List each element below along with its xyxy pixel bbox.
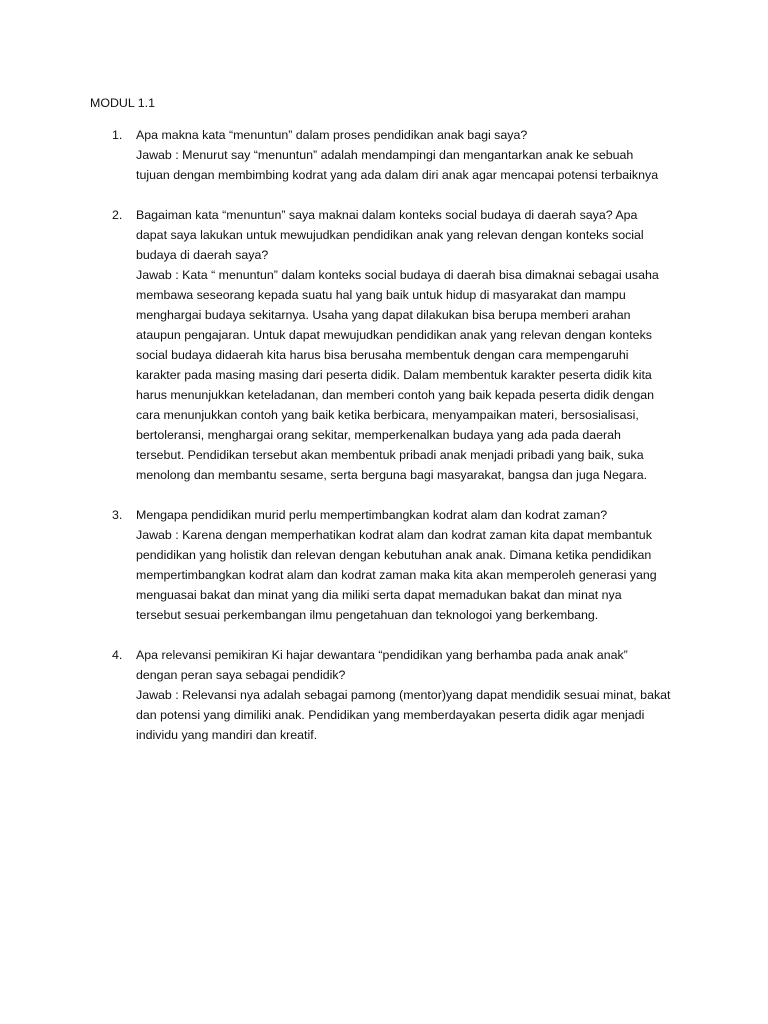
text-line: tersebut sesuai perkembangan ilmu pengetahuan dan teknologoi yang berkembang. [136,608,599,622]
list-item-number: 3. [112,508,123,522]
list-item [90,205,690,485]
list-item [90,125,690,185]
text-line: Bagaiman kata “menuntun” saya maknai dalam konteks social budaya di daerah saya? Apa [136,208,638,222]
text-line: cara menunjukkan contoh yang baik ketika berbicara, menyampaikan materi, bersosialisasi, [136,408,639,422]
list-item-text [136,505,690,625]
list-item-text [136,125,690,185]
list-item-number: 4. [112,648,123,662]
list-item-text [136,205,690,485]
list-item-number: 1. [112,128,123,142]
text-line: Jawab : Karena dengan memperhatikan kodrat alam dan kodrat zaman kita dapat membantuk [136,528,652,542]
text-line: individu yang mandiri dan kreatif. [136,728,318,742]
text-line: social budaya didaerah kita harus bisa berusaha membentuk dengan cara mempengaruhi [136,348,629,362]
list-item [90,645,690,745]
text-line: mempertimbangkan kodrat alam dan kodrat zaman maka kita akan memperoleh generasi yang [136,568,657,582]
list-item-number: 2. [112,208,123,222]
text-line: budaya di daerah saya? [136,248,269,262]
question-list [90,125,690,765]
text-line: Mengapa pendidikan murid perlu mempertimbangkan kodrat alam dan kodrat zaman? [136,508,608,522]
text-line: menghargai budaya sekitarnya. Usaha yang dapat dilakukan bisa berupa memberi arahan [136,308,631,322]
text-line: menolong dan membantu sesame, serta berguna bagi masyarakat, bangsa dan juga Negara. [136,468,648,482]
text-line: dengan peran saya sebagai pendidik? [136,668,346,682]
text-line: menguasai bakat dan minat yang dia miliki serta dapat memadukan bakat dan minat nya [136,588,622,602]
text-line: Apa makna kata “menuntun” dalam proses pendidikan anak bagi saya? [136,128,528,142]
text-line: Jawab : Kata “ menuntun” dalam konteks social budaya di daerah bisa dimaknai sebagai usaha [136,268,659,282]
text-line: Jawab : Relevansi nya adalah sebagai pamong (mentor)yang dapat mendidik sesuai minat, bakat [136,688,671,702]
list-item [90,505,690,625]
text-line: tersebut. Pendidikan tersebut akan membentuk pribadi anak menjadi pribadi yang baik, suka [136,448,644,462]
text-line: Jawab : Menurut say “menuntun” adalah mendampingi dan mengantarkan anak ke sebuah [136,148,634,162]
list-item-text [136,645,690,745]
text-line: dapat saya lakukan untuk mewujudkan pendidikan anak yang relevan dengan konteks social [136,228,644,242]
text-line: pendidikan yang holistik dan relevan dengan kebutuhan anak anak. Dimana ketika pendidikan [136,548,652,562]
text-line: dan potensi yang dimiliki anak. Pendidikan yang memberdayakan peserta didik agar menjadi [136,708,645,722]
document-title: MODUL 1.1 [90,96,155,110]
text-line: ataupun pengajaran. Untuk dapat mewujudkan pendidikan anak yang relevan dengan konteks [136,328,652,342]
text-line: membawa seseorang kepada suatu hal yang baik untuk hidup di masyarakat dan mampu [136,288,626,302]
text-line: Apa relevansi pemikiran Ki hajar dewantara “pendidikan yang berhamba pada anak anak” [136,648,628,662]
text-line: karakter pada masing masing dari peserta didik. Dalam membentuk karakter peserta didik kita [136,368,652,382]
text-line: bertoleransi, menghargai orang sekitar, memperkenalkan budaya yang ada pada daerah [136,428,621,442]
text-line: harus menunjukkan keteladanan, dan memberi contoh yang baik kepada peserta didik dengan [136,388,655,402]
text-line: tujuan dengan membimbing kodrat yang ada dalam diri anak agar mencapai potensi terbaiknya [136,168,659,182]
